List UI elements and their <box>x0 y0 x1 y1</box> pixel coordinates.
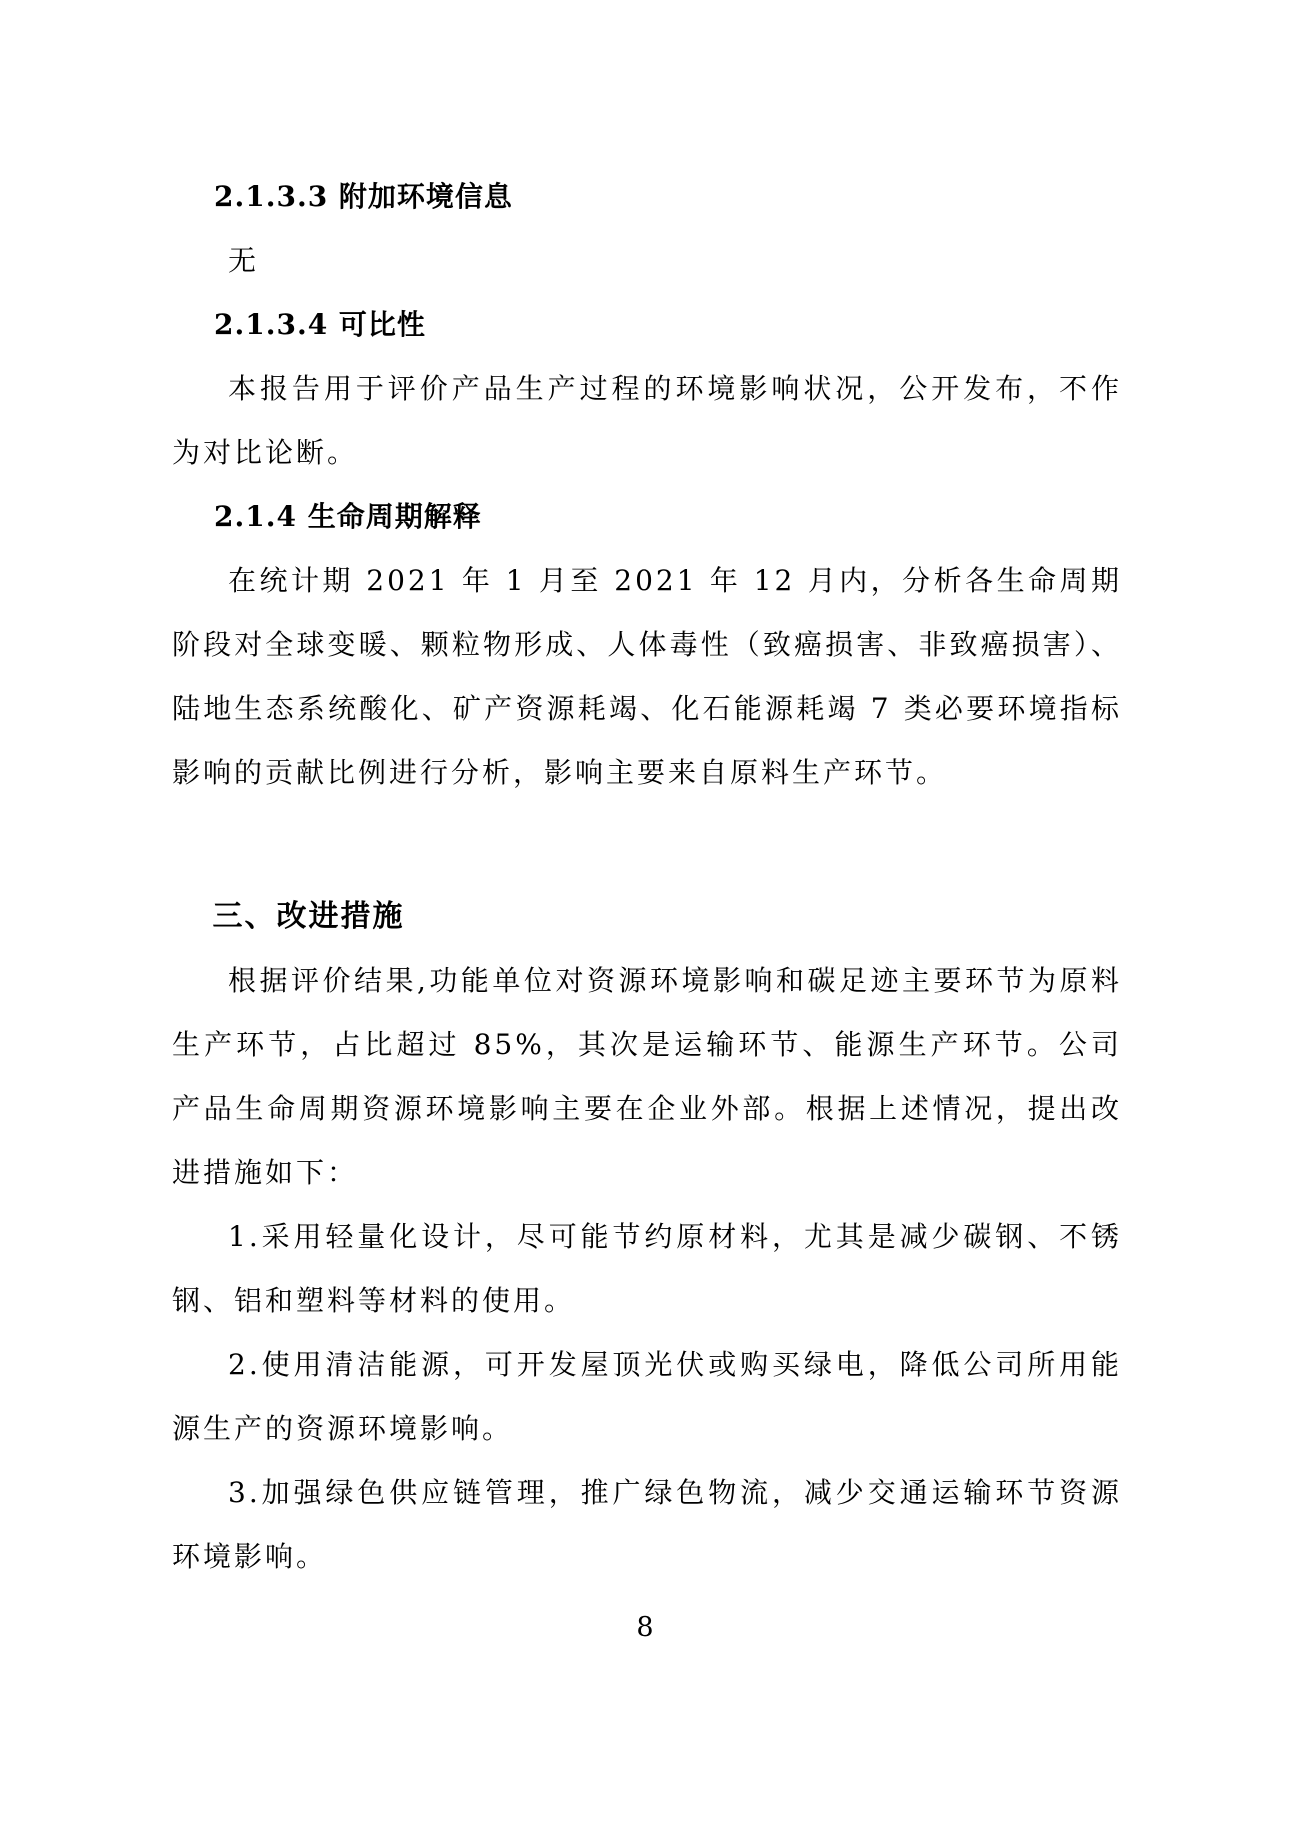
section-heading-additional-environment-info: 2.1.3.3 附加环境信息 <box>214 180 513 213</box>
paragraph-comparability: 本报告用于评价产品生产过程的环境影响状况，公开发布，不作为对比论断。 <box>172 372 1122 469</box>
section-gap <box>172 805 1122 885</box>
paragraph-none: 无 <box>228 244 260 277</box>
improvement-item-1: 1.采用轻量化设计，尽可能节约原材料，尤其是减少碳钢、不锈钢、铝和塑料等材料的使用。 <box>172 1220 1122 1317</box>
paragraph-improvement-summary: 根据评价结果,功能单位对资源环境影响和碳足迹主要环节为原料生产环节，占比超过 85%，其次是运输环节、能源生产环节。公司产品生命周期资源环境影响主要在企业外部。根据上述情况，提出改进措施如下： <box>172 964 1122 1189</box>
paragraph-lifecycle-interpretation: 在统计期 2021 年 1 月至 2021 年 12 月内，分析各生命周期阶段对全球变暖、颗粒物形成、人体毒性（致癌损害、非致癌损害）、陆地生态系统酸化、矿产资源耗竭、化石能源耗竭 7 类必要环境指标影响的贡献比例进行分析，影响主要来自原料生产环节。 <box>172 564 1122 789</box>
section-heading-improvement-measures: 三、改进措施 <box>212 899 405 934</box>
page-number: 8 <box>636 1612 654 1643</box>
improvement-item-2: 2.使用清洁能源，可开发屋顶光伏或购买绿电，降低公司所用能源生产的资源环境影响。 <box>172 1348 1122 1445</box>
section-heading-lifecycle-interpretation: 2.1.4 生命周期解释 <box>214 500 482 533</box>
section-heading-comparability: 2.1.3.4 可比性 <box>214 308 426 341</box>
improvement-item-3: 3.加强绿色供应链管理，推广绿色物流，减少交通运输环节资源环境影响。 <box>172 1476 1122 1573</box>
